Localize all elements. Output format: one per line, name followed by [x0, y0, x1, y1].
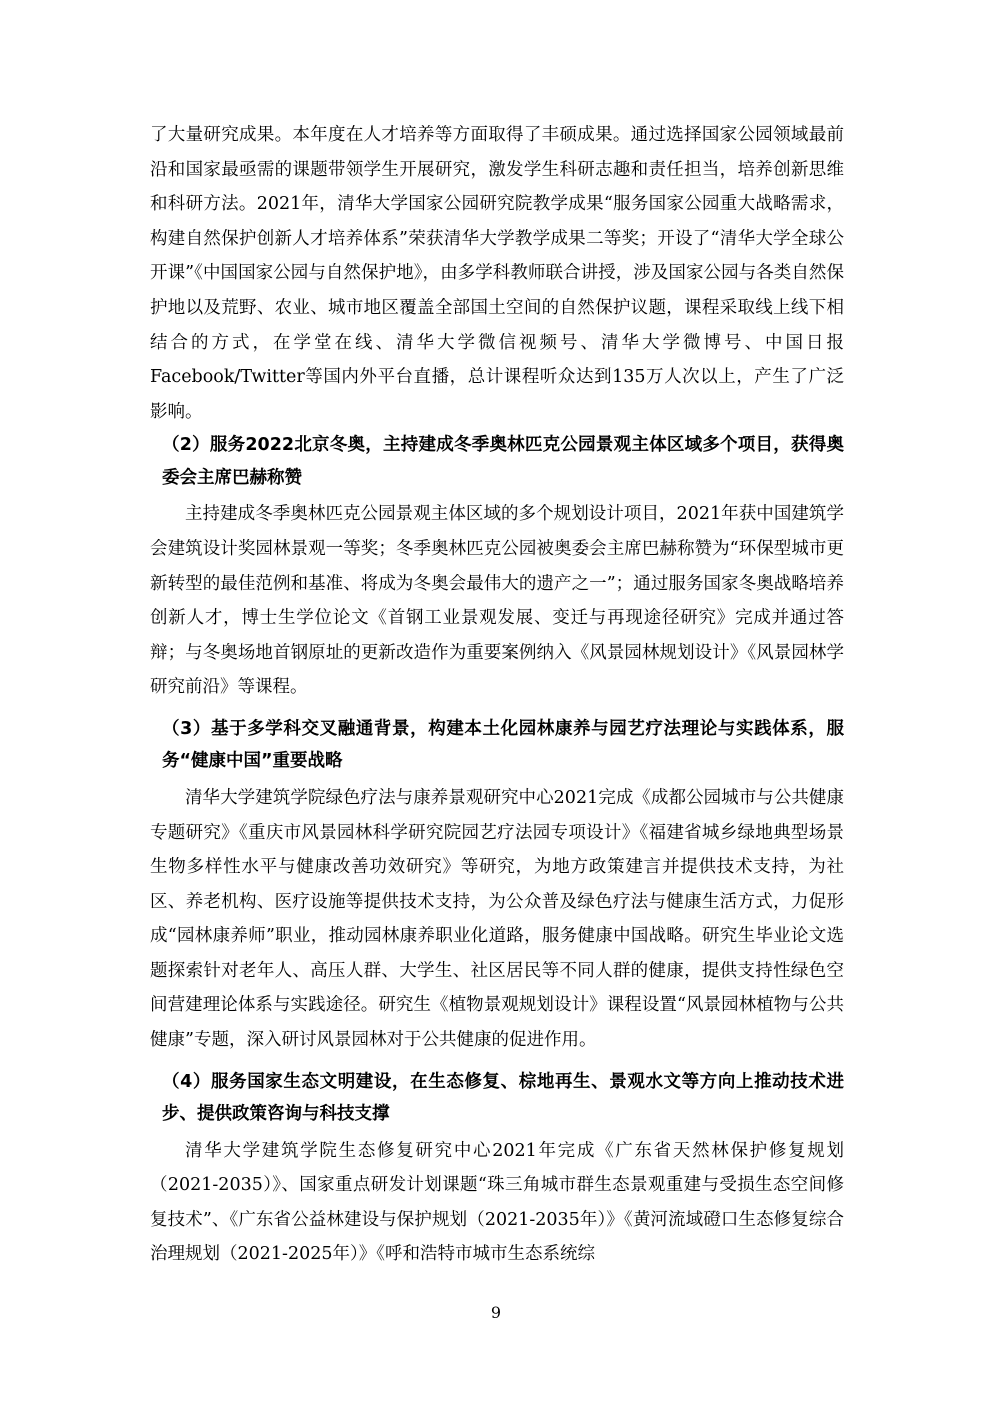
document-page	[150, 118, 844, 1272]
section-2	[150, 429, 844, 705]
section-body: 主持建成冬季奥林匹克公园景观主体区域的多个规划设计项目，2021年获中国建筑学会建筑设计奖园林景观一等奖；冬季奥林匹克公园被奥委会主席巴赫称赞为“环保型城市更新转型的最佳范例和基准、将成为冬奥会最伟大的遗产之一”；通过服务国家冬奥战略培养创新人才，博士生学位论文《首钢工业景观发展、变迁与再现途径研究》完成并通过答辩；与冬奥场地首钢原址的更新改造作为重要案例纳入《风景园林规划设计》《风景园林学研究前沿》等课程。	[150, 504, 844, 698]
section-body: 清华大学建筑学院绿色疗法与康养景观研究中心2021完成《成都公园城市与公共健康专题研究》《重庆市风景园林科学研究院园艺疗法园专项设计》《福建省城乡绿地典型场景生物多样性水平与健康改善功效研究》等研究，为地方政策建言并提供技术支持，为社区、养老机构、医疗设施等提供技术支持，为公众普及绿色疗法与健康生活方式，力促形成“园林康养师”职业，推动园林康养职业化道路，服务健康中国战略。研究生毕业论文选题探索针对老年人、高压人群、大学生、社区居民等不同人群的健康，提供支持性绿色空间营建理论体系与实践途径。研究生《植物景观规划设计》课程设置“风景园林植物与公共健康”专题，深入研讨风景园林对于公共健康的促进作用。	[150, 787, 844, 1051]
section-4	[150, 1066, 844, 1272]
intro-paragraph: 了大量研究成果。本年度在人才培养等方面取得了丰硕成果。通过选择国家公园领域最前沿和国家最亟需的课题带领学生开展研究，激发学生科研志趣和责任担当，培养创新思维和科研方法。2021年，清华大学国家公园研究院教学成果“服务国家公园重大战略需求，构建自然保护创新人才培养体系”荣获清华大学教学成果二等奖；开设了“清华大学全球公开课”《中国国家公园与自然保护地》，由多学科教师联合讲授，涉及国家公园与各类自然保护地以及荒野、农业、城市地区覆盖全部国土空间的自然保护议题，课程采取线上线下相结合的方式，在学堂在线、清华大学微信视频号、清华大学微博号、中国日报Facebook/Twitter等国内外平台直播，总计课程听众达到135万人次以上，产生了广泛影响。	[150, 125, 844, 422]
section-heading: （4）服务国家生态文明建设，在生态修复、棕地再生、景观水文等方向上推动技术进步、提供政策咨询与科技支撑	[162, 1071, 844, 1125]
section-3	[150, 713, 844, 1058]
section-body: 清华大学建筑学院生态修复研究中心2021年完成《广东省天然林保护修复规划（2021-2035）》、国家重点研发计划课题“珠三角城市群生态景观重建与受损生态空间修复技术”、《广东省公益林建设与保护规划（2021-2035年）》《黄河流域磴口生态修复综合治理规划（2021-2025年）》《呼和浩特市城市生态系统综	[150, 1140, 844, 1265]
section-heading: （2）服务2022北京冬奥，主持建成冬季奥林匹克公园景观主体区域多个项目，获得奥委会主席巴赫称赞	[162, 435, 844, 488]
page-number: 9	[490, 1303, 502, 1322]
section-heading: （3）基于多学科交叉融通背景，构建本土化园林康养与园艺疗法理论与实践体系，服务“健康中国”重要战略	[162, 718, 844, 772]
